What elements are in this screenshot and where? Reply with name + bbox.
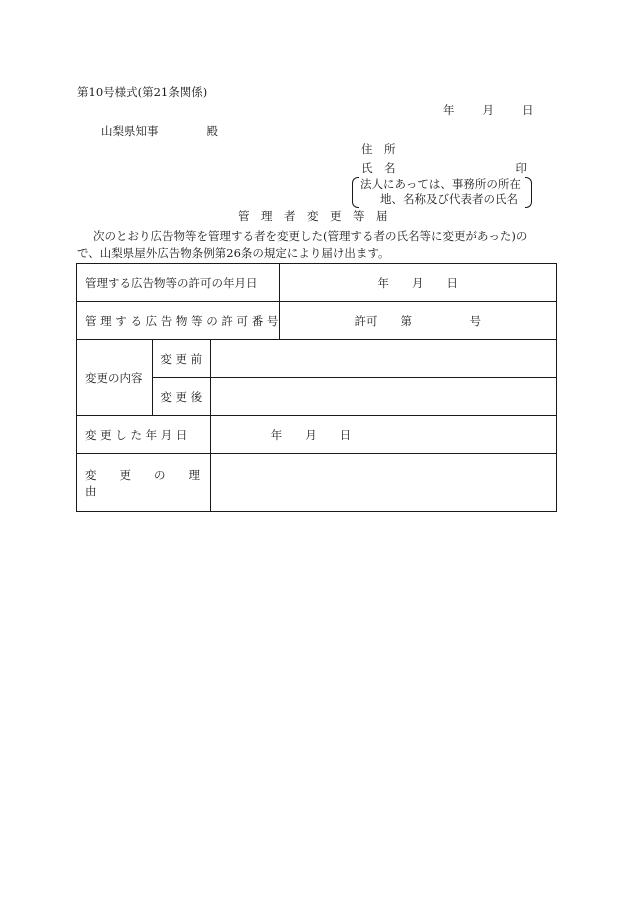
permit-number-label: 管 理 す る 広 告 物 等 の 許 可 番 号: [77, 302, 280, 340]
change-content-label: 変更の内容: [77, 340, 153, 416]
table-row: [77, 302, 557, 340]
corp-note-line2: 地、名称及び代表者の氏名: [380, 192, 518, 206]
after-label: 変 更 後: [152, 378, 210, 416]
change-date-label: 変 更 し た 年 月 日: [77, 416, 211, 454]
body-line-2: で、山梨県屋外広告物条例第26条の規定により届け出ます。: [77, 246, 390, 260]
change-date-field[interactable]: 年 月 日: [210, 416, 556, 454]
form-number: 第10号様式(第21条関係): [77, 85, 208, 99]
date-day: 日: [522, 103, 534, 117]
table-row: [77, 416, 557, 454]
addressee-honorific: 殿: [206, 124, 218, 138]
permit-number-field[interactable]: 許可 第 号: [279, 302, 556, 340]
before-field[interactable]: [210, 340, 556, 378]
reason-field[interactable]: [210, 454, 556, 512]
table-row: [77, 454, 557, 512]
permit-date-label: 管理する広告物等の許可の年月日: [77, 264, 280, 302]
applicant-name-row: [361, 161, 527, 175]
address-label: 住 所: [361, 142, 396, 156]
before-label: 変 更 前: [152, 340, 210, 378]
date-line: [443, 103, 534, 117]
body-line-1: 次のとおり広告物等を管理する者を変更した(管理する者の氏名等に変更があった)の: [93, 229, 528, 243]
permit-date-field[interactable]: 年 月 日: [279, 264, 556, 302]
reason-label: 変 更 の 理 由: [77, 454, 211, 512]
seal-label: 印: [515, 161, 527, 175]
table-row: [77, 340, 557, 378]
date-month: 月: [482, 103, 494, 117]
corporate-note: [352, 177, 532, 207]
document-title: 管 理 者 変 更 等 届: [238, 209, 388, 223]
corp-note-line1: 法人にあっては、事務所の所在: [360, 177, 521, 191]
table-row: [77, 264, 557, 302]
left-bracket: [352, 177, 359, 208]
addressee-name: 山梨県知事: [101, 124, 159, 138]
after-field[interactable]: [210, 378, 556, 416]
date-year: 年: [443, 103, 455, 117]
notification-form-table: [76, 263, 557, 512]
addressee: [101, 124, 218, 138]
right-bracket: [525, 177, 532, 208]
name-label: 氏 名: [361, 161, 396, 175]
